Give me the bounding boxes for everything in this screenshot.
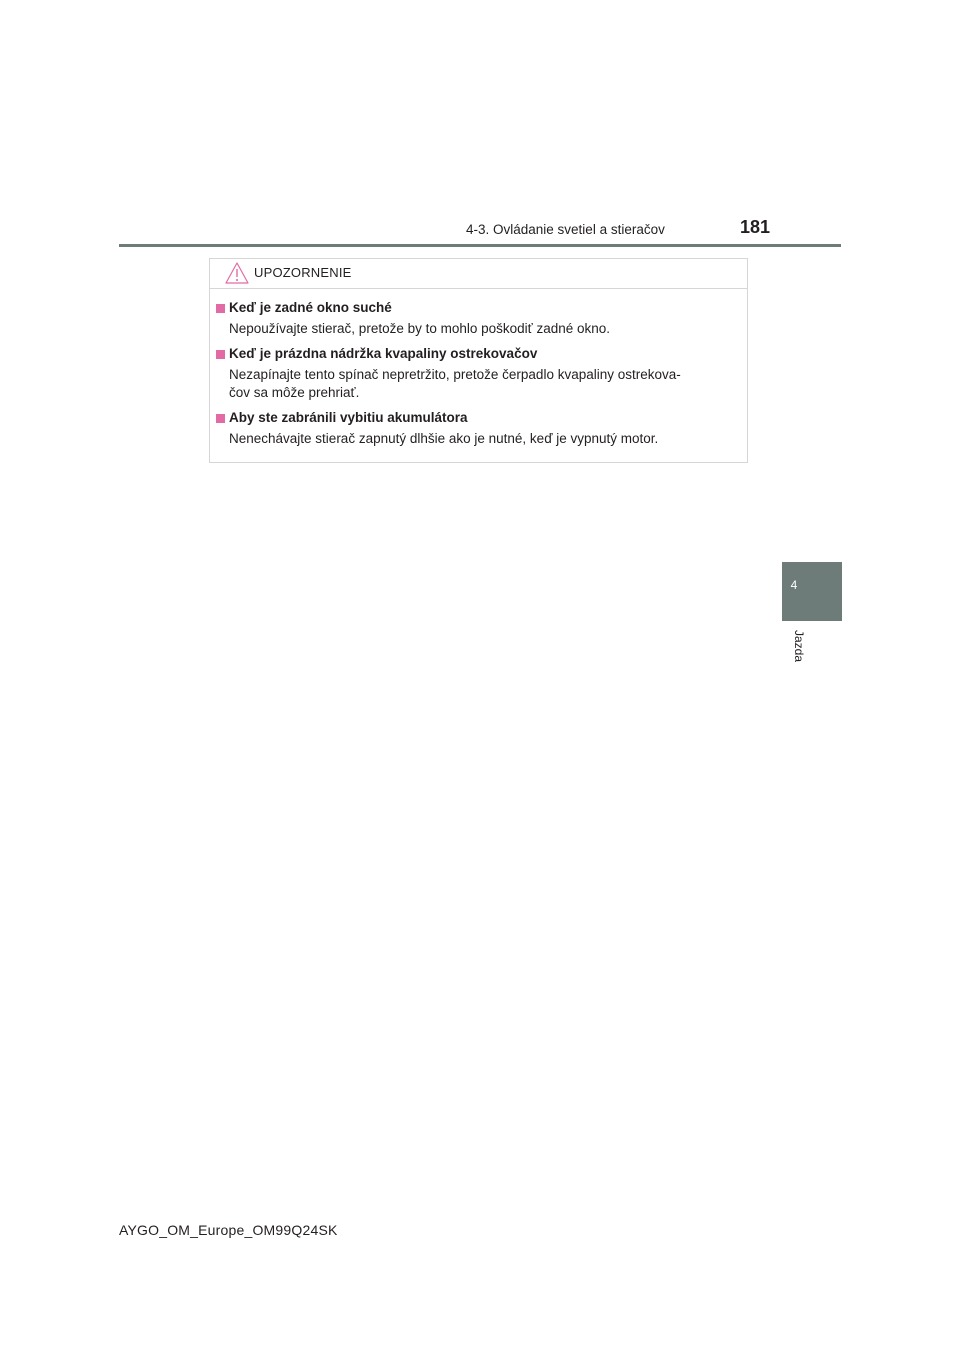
warning-item xyxy=(216,345,741,402)
chapter-number: 4 xyxy=(790,578,798,592)
warning-item-heading xyxy=(216,299,741,317)
warning-item-body: Nepoužívajte stierač, pretože by to mohlo poškodiť zadné okno. xyxy=(229,321,611,336)
warning-item-heading-text: Keď je zadné okno suché xyxy=(229,300,392,315)
document-code: AYGO_OM_Europe_OM99Q24SK xyxy=(119,1222,338,1238)
warning-item-heading-text: Aby ste zabránili vybitiu akumulátora xyxy=(229,410,468,425)
warning-item-heading-text: Keď je prázdna nádržka kvapaliny ostrekovačov xyxy=(229,346,538,361)
warning-item-heading xyxy=(216,409,741,427)
warning-header xyxy=(210,259,747,289)
chapter-label: Jazda xyxy=(792,630,806,663)
bullet-square-icon xyxy=(216,304,225,313)
warning-title: UPOZORNENIE xyxy=(254,265,352,280)
warning-triangle-icon xyxy=(224,261,250,285)
warning-item xyxy=(216,299,741,338)
warning-item-body: Nezapínajte tento spínač nepretržito, pretože čerpadlo kvapaliny ostrekova- čov sa môže prehriať. xyxy=(229,367,681,400)
warning-item xyxy=(216,409,741,448)
warning-item-heading xyxy=(216,345,741,363)
bullet-square-icon xyxy=(216,414,225,423)
warning-box xyxy=(209,258,748,463)
header-rule xyxy=(119,244,841,247)
warning-items xyxy=(216,299,741,455)
chapter-tab xyxy=(782,562,842,621)
section-title: 4-3. Ovládanie svetiel a stieračov xyxy=(466,222,665,237)
warning-item-body: Nenechávajte stierač zapnutý dlhšie ako je nutné, keď je vypnutý motor. xyxy=(229,431,659,446)
bullet-square-icon xyxy=(216,350,225,359)
page-number: 181 xyxy=(740,217,771,237)
